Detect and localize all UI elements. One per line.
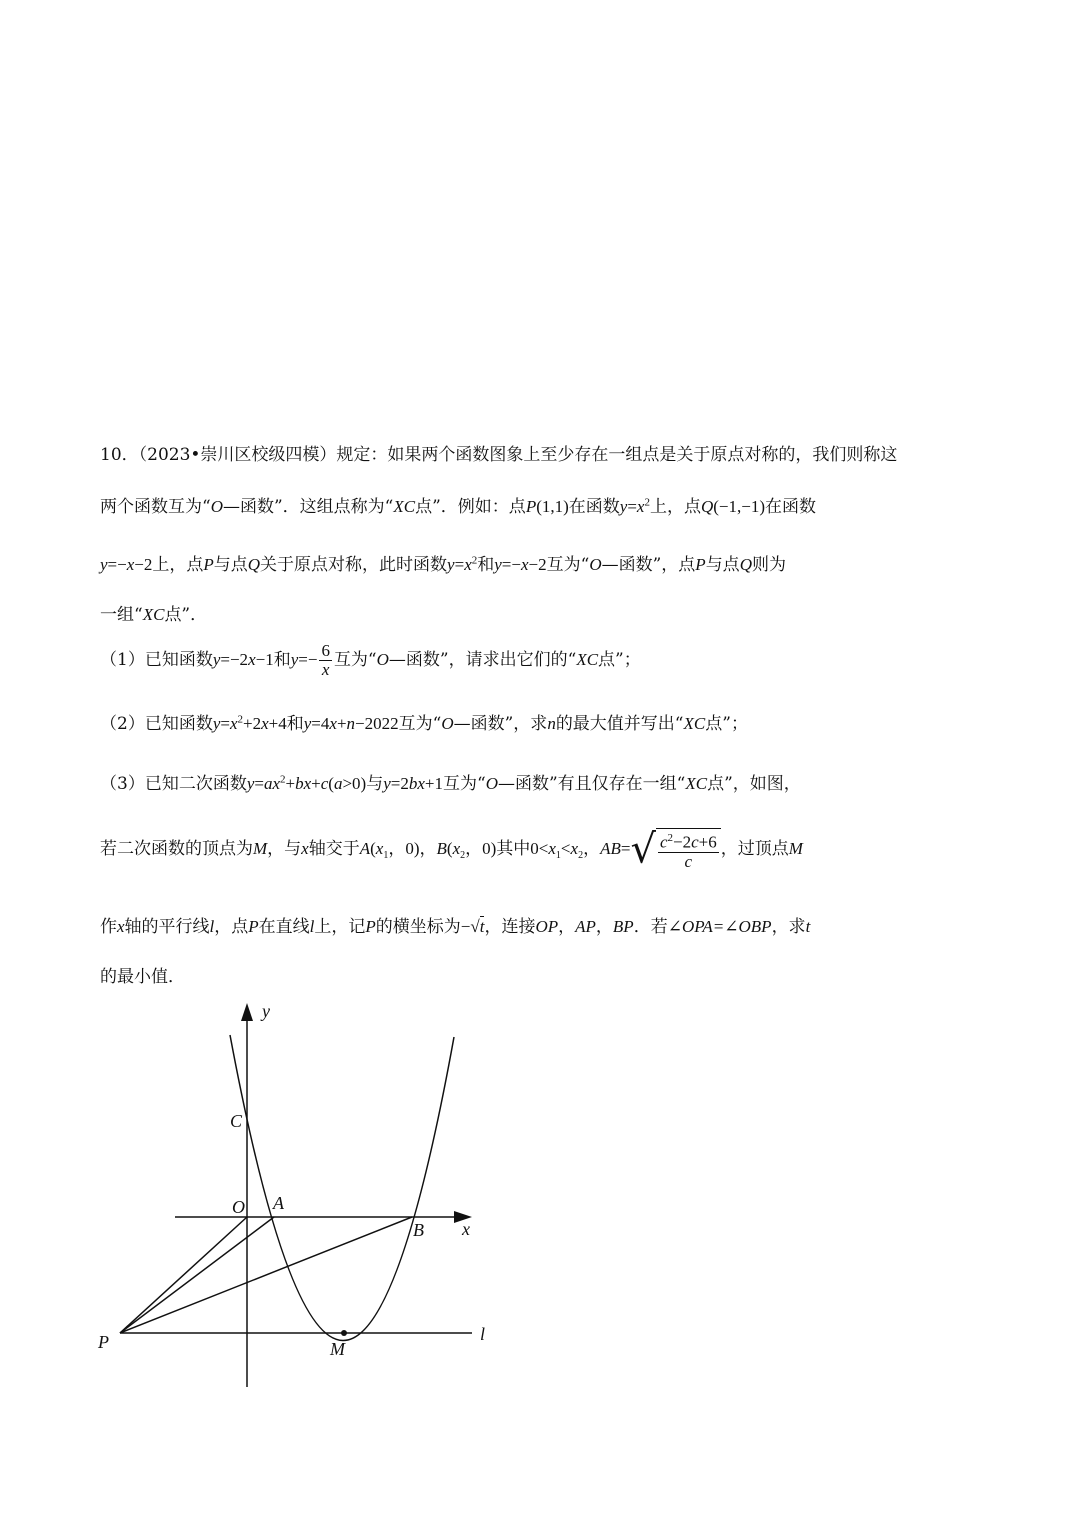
problem-intro-line-4 (100, 600, 207, 625)
text: ，连接 (484, 917, 536, 937)
text: （3）已知二次函数 (100, 774, 247, 794)
math: y (212, 650, 221, 669)
text: 的最小值． (100, 967, 185, 987)
text: 点”． (164, 605, 208, 625)
text: （1）已知函数 (100, 650, 213, 670)
text: 轴的平行线 (124, 917, 210, 937)
label-point-b: B (413, 1220, 424, 1240)
math: x (636, 497, 645, 516)
text: 则为 (751, 555, 786, 575)
math: −1 (255, 650, 274, 669)
math: 0< (530, 838, 549, 858)
problem-intro-line-3 (100, 550, 786, 575)
text: ， (595, 917, 613, 937)
math: n (346, 714, 356, 733)
math: ax (263, 774, 281, 793)
math: x (117, 917, 125, 936)
text: 和 (286, 714, 304, 734)
text: 互为“ (333, 650, 377, 670)
math: +4 (268, 714, 287, 733)
math: XC (683, 714, 706, 733)
segment-bp (120, 1217, 412, 1333)
text: 上，点 (649, 497, 701, 517)
y-axis-arrow (241, 1003, 253, 1021)
math: XC (685, 774, 708, 793)
question-3 (100, 769, 801, 794)
math: x (548, 838, 556, 858)
math: y (290, 650, 299, 669)
text: 点”； (598, 650, 641, 670)
math: 2 (578, 850, 584, 862)
math: =− (501, 555, 521, 574)
text: 与 (366, 774, 384, 794)
text: 上，记 (314, 917, 366, 937)
text: 互为“ (546, 555, 590, 575)
math: a (333, 774, 343, 793)
math: Q (700, 497, 714, 516)
math: + (311, 774, 321, 793)
question-3-line-3 (100, 912, 810, 937)
math: c (691, 832, 699, 852)
math: = (454, 555, 465, 574)
math: M (253, 838, 268, 858)
math: − (460, 917, 471, 936)
question-1 (100, 642, 641, 679)
text: —函数”．这组点称为“ (222, 497, 394, 517)
math: = (254, 774, 264, 793)
math: A (359, 838, 371, 858)
math: XC (393, 497, 416, 516)
math: ，0) (465, 838, 497, 858)
math: 2 (667, 832, 673, 844)
math: + (336, 714, 347, 733)
math: −2 (134, 555, 153, 574)
label-point-p: P (98, 1332, 109, 1352)
text: ， (583, 838, 601, 859)
math: 2 (280, 773, 286, 786)
math: = (627, 497, 637, 516)
math: ( (446, 838, 453, 858)
text: 若二次函数的顶点为 (100, 838, 253, 859)
math: y (447, 555, 455, 574)
math: XC (576, 650, 599, 669)
math: 2 (644, 496, 650, 509)
figure-svg (90, 995, 510, 1395)
text: 点”，如图， (707, 774, 801, 794)
text: 其中 (496, 838, 531, 859)
math: Q (247, 555, 261, 574)
math: x (329, 714, 337, 733)
math: O (376, 650, 389, 669)
math: x (452, 838, 461, 858)
text: 一组“ (100, 605, 143, 625)
math: = (220, 714, 230, 733)
question-3-line-4 (100, 962, 185, 987)
math: t (805, 917, 811, 936)
math: x (375, 838, 384, 858)
math: y (619, 497, 628, 516)
math: +6 (698, 832, 717, 852)
text: 在函数 (765, 497, 816, 517)
math: =4 (311, 714, 330, 733)
fraction (319, 642, 332, 679)
fraction-numerator: 6 (321, 641, 330, 660)
math: =−2 (220, 650, 249, 669)
text: （2）已知函数 (100, 714, 213, 734)
math: XC (142, 605, 165, 624)
math: y (212, 714, 221, 733)
math: c (659, 832, 668, 852)
math: ∠OPA=∠OBP (667, 917, 772, 936)
math: t (479, 917, 485, 936)
text: 与点 (213, 555, 248, 575)
math: ( (328, 774, 334, 793)
math: < (560, 838, 571, 858)
segment-ap (120, 1217, 274, 1333)
text: 点”．例如：点 (415, 497, 526, 517)
math: x (229, 714, 238, 733)
math: −2 (672, 832, 692, 852)
label-line-l: l (480, 1324, 486, 1344)
math: O (485, 774, 498, 793)
math: ，0)， (388, 838, 437, 858)
text: 互为“ (398, 714, 442, 734)
math: =− (107, 555, 127, 574)
math: y (246, 774, 255, 793)
text: ，点 (214, 917, 249, 937)
parabola-figure (90, 995, 510, 1395)
math: BP (612, 917, 634, 936)
math: x (464, 555, 472, 574)
text: 在函数 (568, 497, 620, 517)
math: M (788, 838, 803, 858)
math: 1 (555, 850, 561, 862)
math: x (520, 555, 529, 574)
text: —函数”，点 (601, 555, 696, 575)
text: —函数”有且仅存在一组“ (497, 774, 686, 794)
math: x (248, 650, 256, 669)
text: ，过顶点 (720, 838, 789, 859)
label-x-axis: x (462, 1219, 470, 1239)
text: ．若 (633, 917, 668, 937)
math: +2 (243, 714, 262, 733)
math: >0) (342, 774, 367, 793)
math: bx (408, 774, 425, 793)
math: +1 (424, 774, 443, 793)
fraction-numerator (658, 829, 719, 853)
math: bx (295, 774, 312, 793)
problem-intro-line-1 (100, 440, 897, 465)
parabola-curve (230, 1035, 454, 1341)
math: (1,1) (536, 497, 569, 516)
text: ，求 (771, 917, 806, 937)
math: y (100, 555, 108, 574)
math: P (695, 555, 706, 574)
math: 2 (471, 554, 478, 567)
math: AP (575, 917, 596, 936)
text: —函数”，求 (453, 714, 548, 734)
math: l (309, 917, 315, 936)
math: x (570, 838, 579, 858)
question-3-line-2 (100, 828, 803, 871)
label-y-axis: y (262, 1001, 270, 1021)
question-2 (100, 709, 748, 734)
math: O (441, 714, 454, 733)
math: = (620, 838, 631, 858)
math: y (303, 714, 312, 733)
label-point-c: C (230, 1111, 243, 1131)
segment-op (120, 1217, 247, 1333)
radicand (656, 828, 721, 871)
text: ， (558, 917, 576, 937)
text: 的横坐标为 (375, 917, 461, 937)
radical-sign: √ (470, 917, 480, 936)
radical-sign: √ (630, 826, 656, 873)
math: 2 (237, 713, 244, 726)
vertex-m-dot (341, 1330, 347, 1336)
text: 和 (273, 650, 291, 670)
label-point-a: A (273, 1193, 284, 1213)
math: O (210, 497, 223, 516)
math: x (301, 838, 309, 858)
problem-intro-line-2 (100, 492, 816, 517)
text: 10．（2023•崇川区校级四模）规定：如果两个函数图象上至少存在一组点是关于原点对称的，我们则称这 (100, 445, 898, 465)
text: ，与 (267, 838, 302, 859)
math: y (383, 774, 391, 793)
fraction (658, 829, 719, 871)
math: AB (600, 838, 621, 858)
math: P (248, 917, 259, 936)
math: x (261, 714, 269, 733)
math: Q (739, 555, 752, 574)
label-origin-o: O (232, 1197, 245, 1217)
math: O (589, 555, 602, 574)
label-point-m: M (330, 1339, 345, 1359)
math: P (525, 497, 537, 516)
math: 2 (460, 850, 466, 862)
text: 两个函数互为“ (100, 497, 211, 517)
math: P (203, 555, 214, 574)
text: 在直线 (258, 917, 310, 937)
text: 与点 (705, 555, 740, 575)
math: B (436, 838, 447, 858)
text: 点”； (705, 714, 748, 734)
math: n (547, 714, 556, 733)
math: + (285, 774, 296, 793)
text: 轴交于 (308, 838, 360, 859)
math: ( (370, 838, 376, 858)
math: (−1,−1) (713, 497, 765, 516)
fraction-denominator: c (684, 851, 693, 871)
math: OP (535, 917, 559, 936)
math: =− (298, 650, 318, 669)
text: 互为“ (443, 774, 486, 794)
square-root (630, 828, 720, 871)
text: 和 (477, 555, 495, 575)
math: −2022 (355, 714, 399, 733)
text: —函数”，请求出它们的“ (388, 650, 577, 670)
math: c (320, 774, 329, 793)
math: y (494, 555, 502, 574)
text: 关于原点对称，此时函数 (260, 555, 448, 575)
math: l (209, 917, 215, 936)
math: 1 (383, 850, 389, 862)
math: P (365, 917, 376, 936)
math: x (126, 555, 135, 574)
math: =2 (390, 774, 409, 793)
math: −2 (528, 555, 547, 574)
text: 作 (100, 917, 117, 937)
text: 上，点 (152, 555, 204, 575)
fraction-denominator: x (321, 660, 330, 679)
text: 的最大值并写出“ (555, 714, 684, 734)
